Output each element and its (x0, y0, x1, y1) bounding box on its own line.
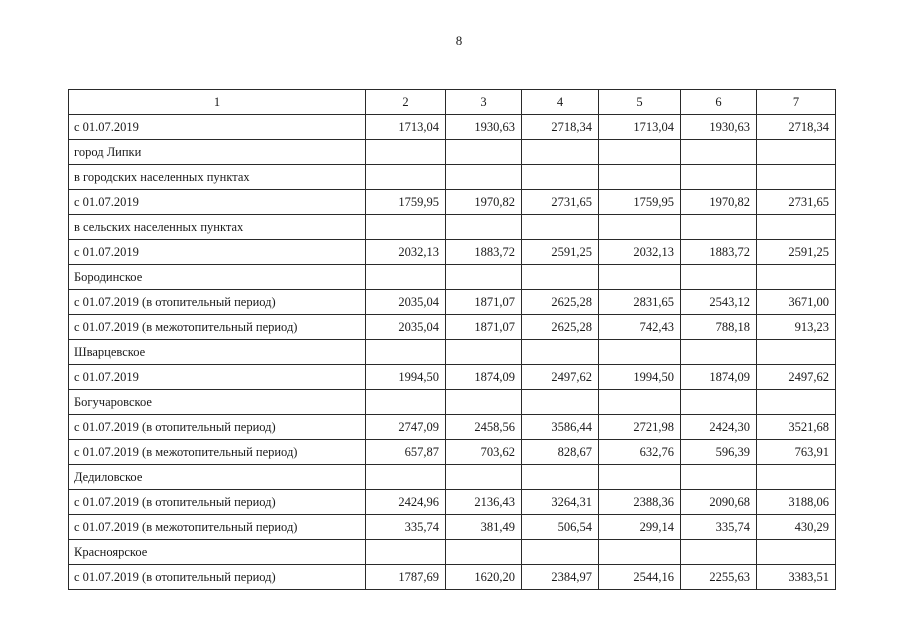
table-row (69, 190, 836, 215)
row-label: Шварцевское (69, 340, 366, 365)
table-cell (446, 390, 522, 415)
row-label: с 01.07.2019 (69, 365, 366, 390)
table-cell: 2255,63 (681, 565, 757, 590)
row-label: с 01.07.2019 (в межотопительный период) (69, 515, 366, 540)
table-cell (446, 215, 522, 240)
row-label: в сельских населенных пунктах (69, 215, 366, 240)
table-cell (599, 390, 681, 415)
table-cell: 1883,72 (681, 240, 757, 265)
table-row (69, 140, 836, 165)
table-cell (757, 340, 836, 365)
table-cell: 335,74 (366, 515, 446, 540)
table-row (69, 315, 836, 340)
table-cell (366, 215, 446, 240)
row-label: с 01.07.2019 (в межотопительный период) (69, 440, 366, 465)
table-cell: 763,91 (757, 440, 836, 465)
table-cell: 788,18 (681, 315, 757, 340)
table-cell (446, 540, 522, 565)
table-cell: 2136,43 (446, 490, 522, 515)
table-cell: 3521,68 (757, 415, 836, 440)
table-cell: 506,54 (522, 515, 599, 540)
table-cell: 828,67 (522, 440, 599, 465)
table-cell (681, 140, 757, 165)
table-cell: 2591,25 (757, 240, 836, 265)
table-cell (757, 215, 836, 240)
table-cell: 2388,36 (599, 490, 681, 515)
table-row (69, 415, 836, 440)
table-row (69, 490, 836, 515)
row-label: с 01.07.2019 (в отопительный период) (69, 290, 366, 315)
table-cell (681, 465, 757, 490)
table-cell (681, 215, 757, 240)
table-cell: 2591,25 (522, 240, 599, 265)
table-cell (366, 540, 446, 565)
tariff-table-body (69, 90, 836, 590)
row-label: с 01.07.2019 (в отопительный период) (69, 490, 366, 515)
table-cell (681, 340, 757, 365)
table-cell (599, 540, 681, 565)
table-cell (366, 165, 446, 190)
table-cell: 2424,96 (366, 490, 446, 515)
table-cell: 2747,09 (366, 415, 446, 440)
column-header: 7 (757, 90, 836, 115)
table-cell (366, 265, 446, 290)
table-cell: 1871,07 (446, 290, 522, 315)
table-cell: 1871,07 (446, 315, 522, 340)
table-cell (522, 215, 599, 240)
table-cell: 3188,06 (757, 490, 836, 515)
row-label: с 01.07.2019 (69, 240, 366, 265)
table-cell (366, 340, 446, 365)
table-row (69, 565, 836, 590)
table-cell: 913,23 (757, 315, 836, 340)
row-label: Красноярское (69, 540, 366, 565)
table-cell: 2090,68 (681, 490, 757, 515)
table-cell: 1930,63 (681, 115, 757, 140)
table-cell (757, 165, 836, 190)
table-cell: 596,39 (681, 440, 757, 465)
table-cell (522, 165, 599, 190)
table-cell: 2458,56 (446, 415, 522, 440)
table-cell: 1759,95 (599, 190, 681, 215)
row-label: город Липки (69, 140, 366, 165)
table-row (69, 115, 836, 140)
column-header: 4 (522, 90, 599, 115)
table-cell: 2543,12 (681, 290, 757, 315)
table-cell (446, 265, 522, 290)
table-cell: 657,87 (366, 440, 446, 465)
row-label: Богучаровское (69, 390, 366, 415)
table-row (69, 240, 836, 265)
table-cell (366, 140, 446, 165)
table-cell: 1787,69 (366, 565, 446, 590)
column-header: 3 (446, 90, 522, 115)
table-cell (681, 265, 757, 290)
table-row (69, 540, 836, 565)
table-cell (681, 165, 757, 190)
table-row (69, 390, 836, 415)
table-cell (366, 390, 446, 415)
table-cell (522, 140, 599, 165)
row-label: в городских населенных пунктах (69, 165, 366, 190)
table-row (69, 165, 836, 190)
table-cell (446, 465, 522, 490)
table-cell (522, 540, 599, 565)
table-row (69, 290, 836, 315)
table-cell: 1883,72 (446, 240, 522, 265)
tariff-table (68, 89, 836, 590)
table-cell (522, 465, 599, 490)
table-row (69, 340, 836, 365)
table-cell: 632,76 (599, 440, 681, 465)
table-cell: 299,14 (599, 515, 681, 540)
table-cell (599, 215, 681, 240)
table-row (69, 465, 836, 490)
table-cell (366, 465, 446, 490)
table-cell: 1930,63 (446, 115, 522, 140)
table-cell (757, 265, 836, 290)
table-cell: 1874,09 (446, 365, 522, 390)
table-cell (599, 465, 681, 490)
column-header: 6 (681, 90, 757, 115)
table-cell: 2731,65 (522, 190, 599, 215)
table-cell: 1713,04 (599, 115, 681, 140)
table-cell: 3264,31 (522, 490, 599, 515)
table-cell: 1994,50 (599, 365, 681, 390)
row-label: с 01.07.2019 (в отопительный период) (69, 565, 366, 590)
row-label: Бородинское (69, 265, 366, 290)
table-cell: 2497,62 (522, 365, 599, 390)
table-cell: 2035,04 (366, 290, 446, 315)
row-label: с 01.07.2019 (69, 115, 366, 140)
table-cell: 1970,82 (681, 190, 757, 215)
table-cell: 1970,82 (446, 190, 522, 215)
table-row (69, 265, 836, 290)
table-cell: 3586,44 (522, 415, 599, 440)
table-cell: 2424,30 (681, 415, 757, 440)
table-row (69, 515, 836, 540)
table-cell: 2625,28 (522, 290, 599, 315)
table-cell: 335,74 (681, 515, 757, 540)
table-cell (757, 540, 836, 565)
table-cell: 703,62 (446, 440, 522, 465)
table-cell (599, 340, 681, 365)
table-row (69, 365, 836, 390)
table-header-row (69, 90, 836, 115)
table-cell (522, 390, 599, 415)
table-cell: 1620,20 (446, 565, 522, 590)
row-label: с 01.07.2019 (69, 190, 366, 215)
table-cell: 2625,28 (522, 315, 599, 340)
table-cell: 2032,13 (599, 240, 681, 265)
table-cell: 1713,04 (366, 115, 446, 140)
table-cell (446, 340, 522, 365)
table-cell: 2032,13 (366, 240, 446, 265)
table-cell (446, 140, 522, 165)
table-cell: 2721,98 (599, 415, 681, 440)
table-row (69, 215, 836, 240)
row-label: с 01.07.2019 (в межотопительный период) (69, 315, 366, 340)
table-cell (757, 465, 836, 490)
table-cell: 2718,34 (757, 115, 836, 140)
table-cell: 1874,09 (681, 365, 757, 390)
table-cell: 2831,65 (599, 290, 681, 315)
column-header: 5 (599, 90, 681, 115)
table-cell (522, 265, 599, 290)
table-cell: 1759,95 (366, 190, 446, 215)
table-cell: 742,43 (599, 315, 681, 340)
table-row (69, 440, 836, 465)
row-label: с 01.07.2019 (в отопительный период) (69, 415, 366, 440)
table-cell (681, 390, 757, 415)
page-number: 8 (455, 33, 463, 48)
table-cell: 2497,62 (757, 365, 836, 390)
table-cell: 381,49 (446, 515, 522, 540)
table-cell (599, 265, 681, 290)
column-header: 2 (366, 90, 446, 115)
table-cell (599, 165, 681, 190)
table-cell: 2035,04 (366, 315, 446, 340)
table-cell: 1994,50 (366, 365, 446, 390)
table-cell: 3383,51 (757, 565, 836, 590)
table-cell: 2544,16 (599, 565, 681, 590)
table-cell: 2718,34 (522, 115, 599, 140)
table-cell: 430,29 (757, 515, 836, 540)
table-cell: 2384,97 (522, 565, 599, 590)
table-cell (522, 340, 599, 365)
column-header: 1 (69, 90, 366, 115)
row-label: Дедиловское (69, 465, 366, 490)
table-cell: 3671,00 (757, 290, 836, 315)
table-cell (681, 540, 757, 565)
table-cell (599, 140, 681, 165)
table-cell (446, 165, 522, 190)
table-cell: 2731,65 (757, 190, 836, 215)
table-cell (757, 140, 836, 165)
table-cell (757, 390, 836, 415)
